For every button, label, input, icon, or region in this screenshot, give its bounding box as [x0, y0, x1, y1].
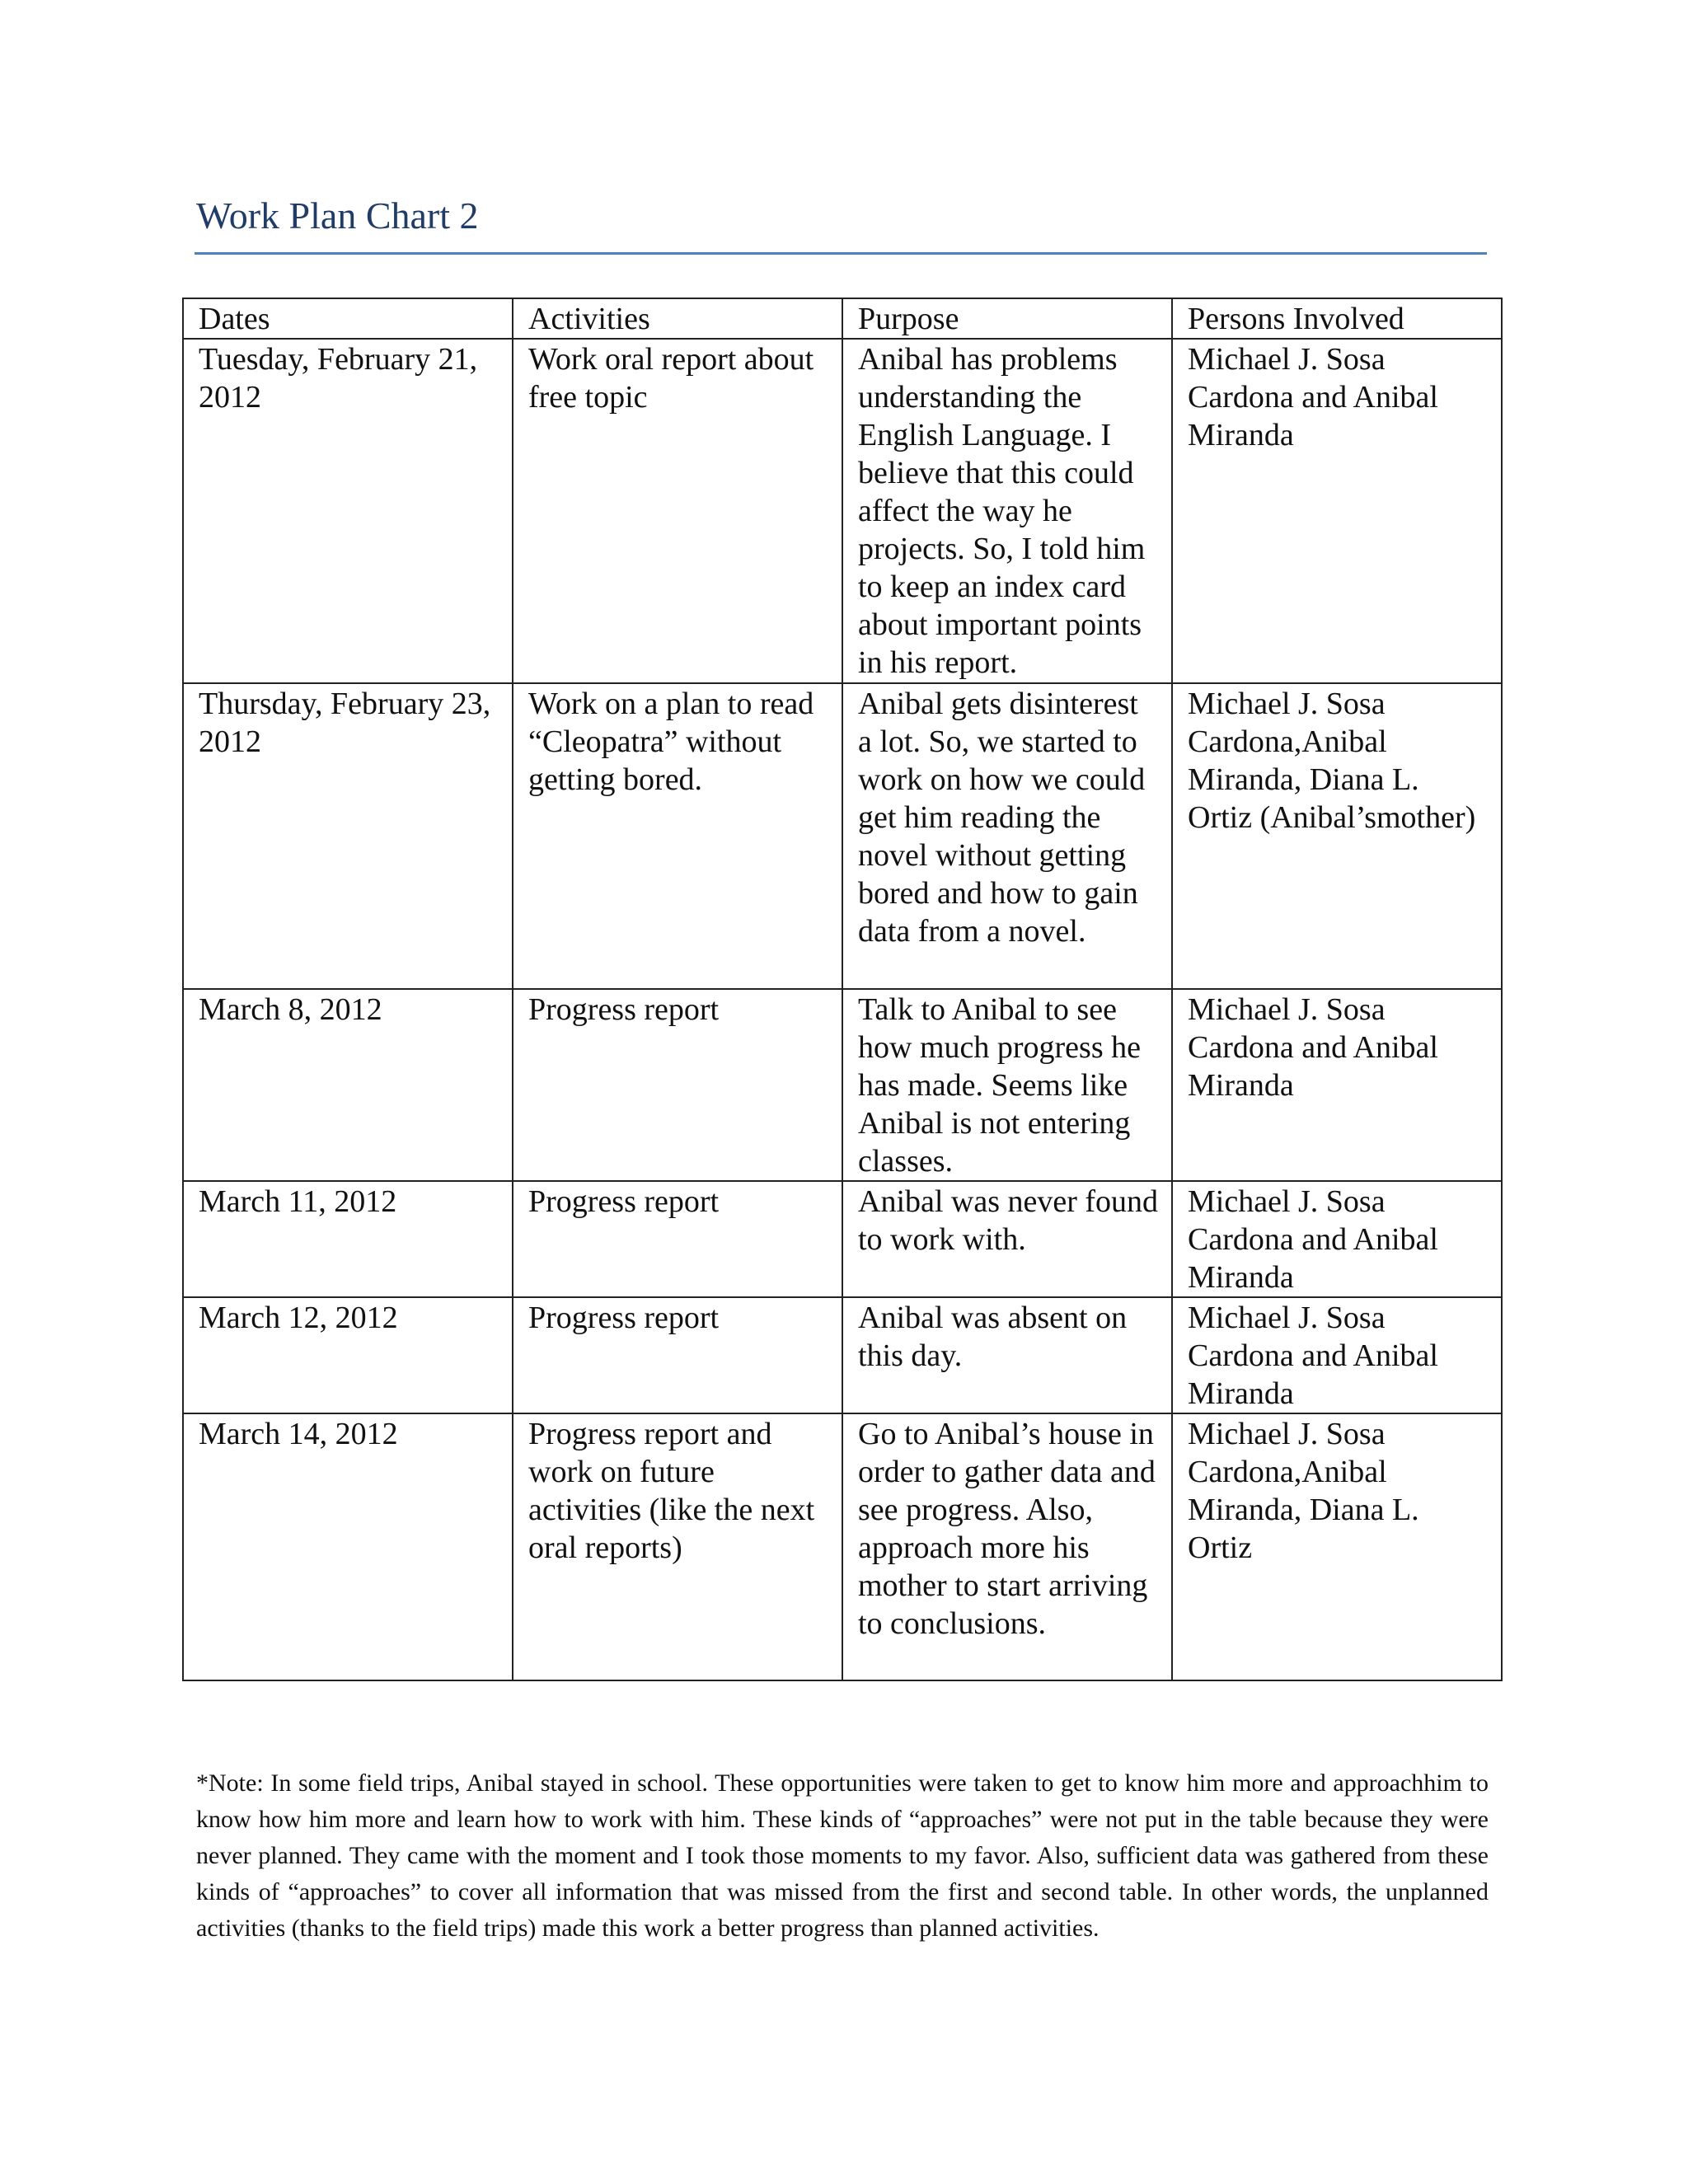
header-dates: Dates — [183, 298, 513, 339]
footnote-paragraph: *Note: In some field trips, Anibal stayed in school. These opportunities were taken to get to know him more and approachhim to know how him more and learn how to work with him. These kinds of “approaches” were not put in the table because they were never planned. They came with the moment and I took those moments to my favor. Also, sufficient data was gathered from these kinds of “approaches” to cover all information that was missed from the first and second table. In other words, the unplanned activities (thanks to the field trips) made this work a better progress than planned activities. — [196, 1769, 1489, 1942]
cell-date: March 12, 2012 — [183, 1297, 513, 1413]
cell-purpose: Anibal was never found to work with. — [842, 1181, 1172, 1297]
table-row — [183, 1181, 1502, 1297]
cell-date: March 14, 2012 — [183, 1413, 513, 1680]
cell-persons: Michael J. Sosa Cardona and Anibal Miranda — [1172, 1181, 1502, 1297]
table-row — [183, 1413, 1502, 1680]
table-row — [183, 989, 1502, 1181]
cell-persons: Michael J. Sosa Cardona and Anibal Miranda — [1172, 339, 1502, 683]
cell-activity: Progress report — [513, 1297, 842, 1413]
cell-date: Tuesday, February 21, 2012 — [183, 339, 513, 683]
cell-date: March 8, 2012 — [183, 989, 513, 1181]
page-title: Work Plan Chart 2 — [196, 194, 479, 237]
cell-purpose: Anibal has problems understanding the English Language. I believe that this could affect the way he projects. So, I told him to keep an index card about important points in his report. — [842, 339, 1172, 683]
table-row — [183, 339, 1502, 683]
cell-persons: Michael J. Sosa Cardona and Anibal Miranda — [1172, 989, 1502, 1181]
cell-persons: Michael J. Sosa Cardona and Anibal Miranda — [1172, 1297, 1502, 1413]
cell-activity: Progress report and work on future activities (like the next oral reports) — [513, 1413, 842, 1680]
cell-purpose: Anibal gets disinterest a lot. So, we started to work on how we could get him reading the novel without getting bored and how to gain data from a novel. — [842, 683, 1172, 989]
cell-date: March 11, 2012 — [183, 1181, 513, 1297]
header-purpose: Purpose — [842, 298, 1172, 339]
cell-activity: Progress report — [513, 1181, 842, 1297]
table-header-row — [183, 298, 1502, 339]
cell-purpose: Talk to Anibal to see how much progress he has made. Seems like Anibal is not entering classes. — [842, 989, 1172, 1181]
cell-persons: Michael J. Sosa Cardona,Anibal Miranda, Diana L. Ortiz — [1172, 1413, 1502, 1680]
title-underline — [195, 252, 1487, 255]
cell-date: Thursday, February 23, 2012 — [183, 683, 513, 989]
table-row — [183, 683, 1502, 989]
cell-activity: Work on a plan to read “Cleopatra” without getting bored. — [513, 683, 842, 989]
header-persons-involved: Persons Involved — [1172, 298, 1502, 339]
cell-persons: Michael J. Sosa Cardona,Anibal Miranda, Diana L. Ortiz (Anibal’smother) — [1172, 683, 1502, 989]
cell-purpose: Go to Anibal’s house in order to gather data and see progress. Also, approach more his mother to start arriving to conclusions. — [842, 1413, 1172, 1680]
cell-activity: Work oral report about free topic — [513, 339, 842, 683]
table-row — [183, 1297, 1502, 1413]
header-activities: Activities — [513, 298, 842, 339]
work-plan-table — [182, 298, 1503, 1681]
cell-activity: Progress report — [513, 989, 842, 1181]
cell-purpose: Anibal was absent on this day. — [842, 1297, 1172, 1413]
